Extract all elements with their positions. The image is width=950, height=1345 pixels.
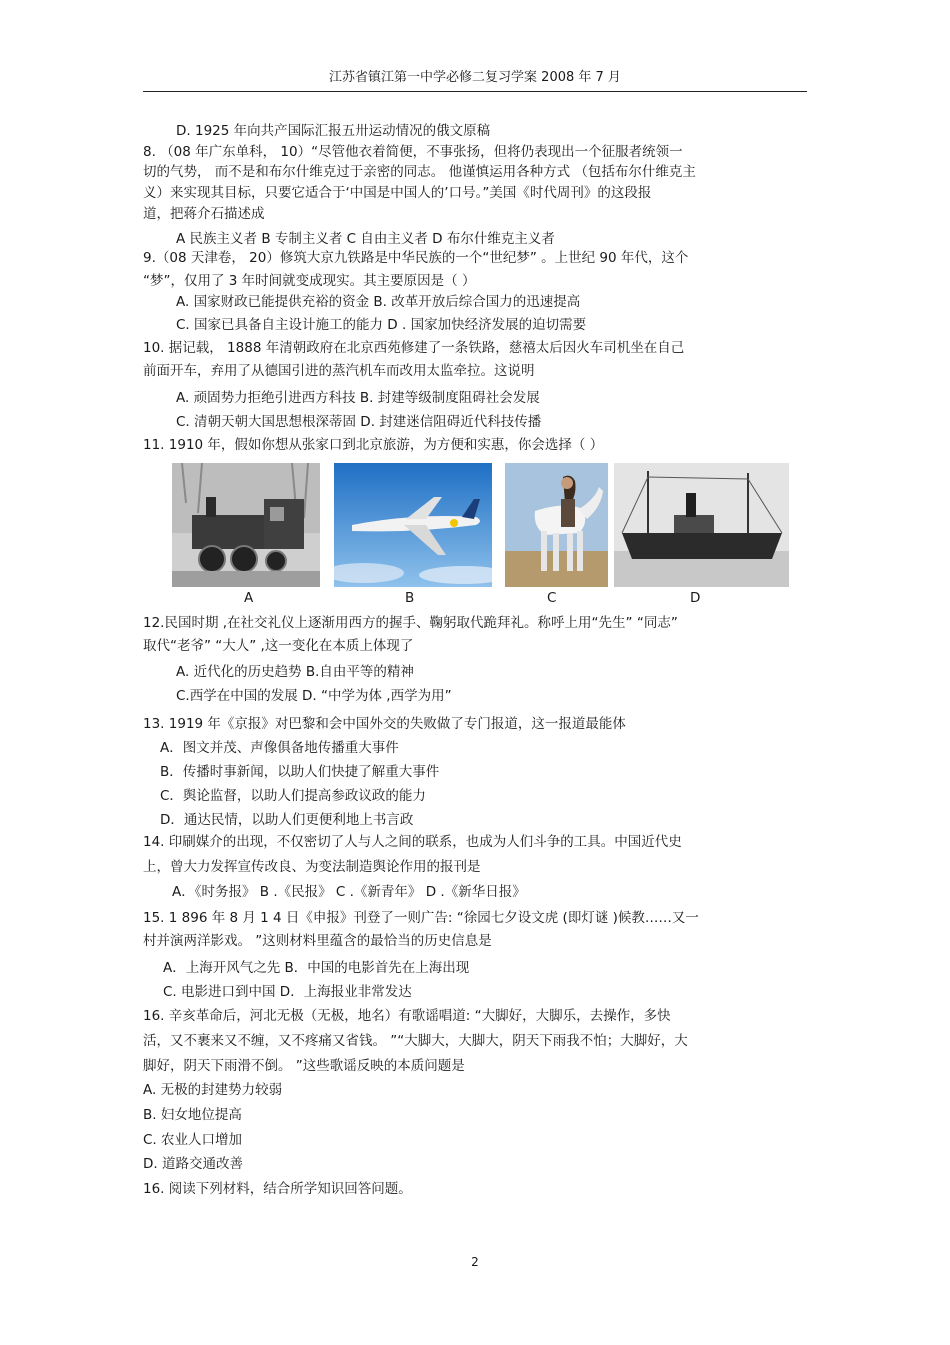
text-line: 16. 辛亥革命后，河北无极（无极，地名）有歌谣唱道: “大脚好，大脚乐，去操作，多快	[143, 1008, 671, 1024]
text-line: 上，曾大力发挥宣传改良、为变法制造舆论作用的报刊是	[143, 859, 481, 875]
text-line: A．《时务报》 B .《民报》 C .《新青年》 D .《新华日报》	[172, 884, 526, 900]
page-number: 2	[471, 1255, 479, 1269]
text-line: B．传播时事新闻，以助人们快捷了解重大事件	[160, 764, 440, 780]
text-line: 15. 1 896 年 8 月 1 4 日《申报》刊登了一则广告: “徐园七夕设文虎 (即灯谜 )候教……又一	[143, 910, 699, 926]
text-line: 14. 印刷媒介的出现，不仅密切了人与人之间的联系，也成为人们斗争的工具。中国近代史	[143, 834, 682, 850]
text-line: A. 顽固势力拒绝引进西方科技 B. 封建等级制度阻碍社会发展	[176, 390, 540, 406]
text-line: C. 国家已具备自主设计施工的能力 D . 国家加快经济发展的迫切需要	[176, 317, 587, 333]
text-line: A．图文并茂、声像俱备地传播重大事件	[160, 740, 399, 756]
text-line: C. 电影进口到中国 D．上海报业非常发达	[163, 984, 412, 1000]
page-header: 江苏省镇江第一中学必修二复习学案 2008 年 7 月	[329, 70, 621, 85]
text-line: C. 农业人口增加	[143, 1132, 243, 1148]
image-label-b: B	[405, 590, 415, 606]
text-line: 义）来实现其目标，只要它适合于‘中国是中国人的’口号。”美国《时代周刊》的这段报	[143, 185, 652, 201]
text-line: A. 近代化的历史趋势 B.自由平等的精神	[176, 664, 414, 680]
text-line: 切的气势， 而不是和布尔什维克过于亲密的同志。 他谨慎运用各种方式 （包括布尔什维克主	[143, 164, 696, 180]
image-label-a: A	[244, 590, 254, 606]
header-rule	[143, 91, 807, 92]
locomotive-image	[172, 463, 320, 587]
text-line: C．舆论监督，以助人们提高参政议政的能力	[160, 788, 426, 804]
text-line: 16. 阅读下列材料，结合所学知识回答问题。	[143, 1181, 412, 1197]
text-line: 13. 1919 年《京报》对巴黎和会中国外交的失败做了专门报道，这一报道最能体	[143, 716, 626, 732]
text-line: 11. 1910 年，假如你想从张家口到北京旅游，为方便和实惠，你会选择（ ）	[143, 437, 604, 453]
text-line: D．通达民情，以助人们更便利地上书言政	[160, 812, 414, 828]
text-line: C.西学在中国的发展 D. “中学为体 ,西学为用”	[176, 688, 452, 704]
text-line: 取代“老爷” “大人” ,这一变化在本质上体现了	[143, 638, 414, 654]
text-line: C. 清朝天朝大国思想根深蒂固 D. 封建迷信阻碍近代科技传播	[176, 414, 542, 430]
text-line: D. 1925 年向共产国际汇报五卅运动情况的俄文原稿	[176, 123, 491, 139]
text-line: 9.（08 天津卷， 20）修筑大京九铁路是中华民族的一个“世纪梦” 。上世纪 90 年代，这个	[143, 250, 689, 266]
text-line: “梦”，仅用了 3 年时间就变成现实。其主要原因是（ ）	[143, 273, 476, 289]
text-line: 前面开车，弃用了从德国引进的蒸汽机车而改用太监牵拉。这说明	[143, 363, 535, 379]
text-line: A. 国家财政已能提供充裕的资金 B. 改革开放后综合国力的迅速提高	[176, 294, 581, 310]
text-line: A．上海开风气之先 B．中国的电影首先在上海出现	[163, 960, 470, 976]
text-line: A 民族主义者 B 专制主义者 C 自由主义者 D 布尔什维克主义者	[176, 231, 555, 247]
text-line: 脚好，阴天下雨滑不倒。 ”这些歌谣反映的本质问题是	[143, 1058, 465, 1074]
image-label-c: C	[547, 590, 557, 606]
text-line: 村并演两洋影戏。 ”这则材料里蕴含的最恰当的历史信息是	[143, 933, 492, 949]
text-line: 道，把蒋介石描述成	[143, 206, 265, 222]
text-line: 10. 据记载， 1888 年清朝政府在北京西苑修建了一条铁路，慈禧太后因火车司机坐在自己	[143, 340, 685, 356]
image-label-d: D	[690, 590, 701, 606]
text-line: D. 道路交通改善	[143, 1156, 243, 1172]
steamship-image	[614, 463, 789, 587]
text-line: A. 无极的封建势力较弱	[143, 1082, 283, 1098]
text-line: B. 妇女地位提高	[143, 1107, 242, 1123]
airplane-image	[334, 463, 492, 587]
text-line: 8. （08 年广东单科， 10）“尽管他衣着简便，不事张扬，但将仍表现出一个征服者统领一	[143, 144, 683, 160]
text-line: 12.民国时期 ,在社交礼仪上逐渐用西方的握手、鞠躬取代跪拜礼。称呼上用“先生” “同志”	[143, 615, 678, 631]
horse-rider-image	[505, 463, 608, 587]
text-line: 活，又不裹来又不缠，又不疼痛又省钱。 ”“大脚大，大脚大，阴天下雨我不怕；大脚好，大	[143, 1033, 688, 1049]
